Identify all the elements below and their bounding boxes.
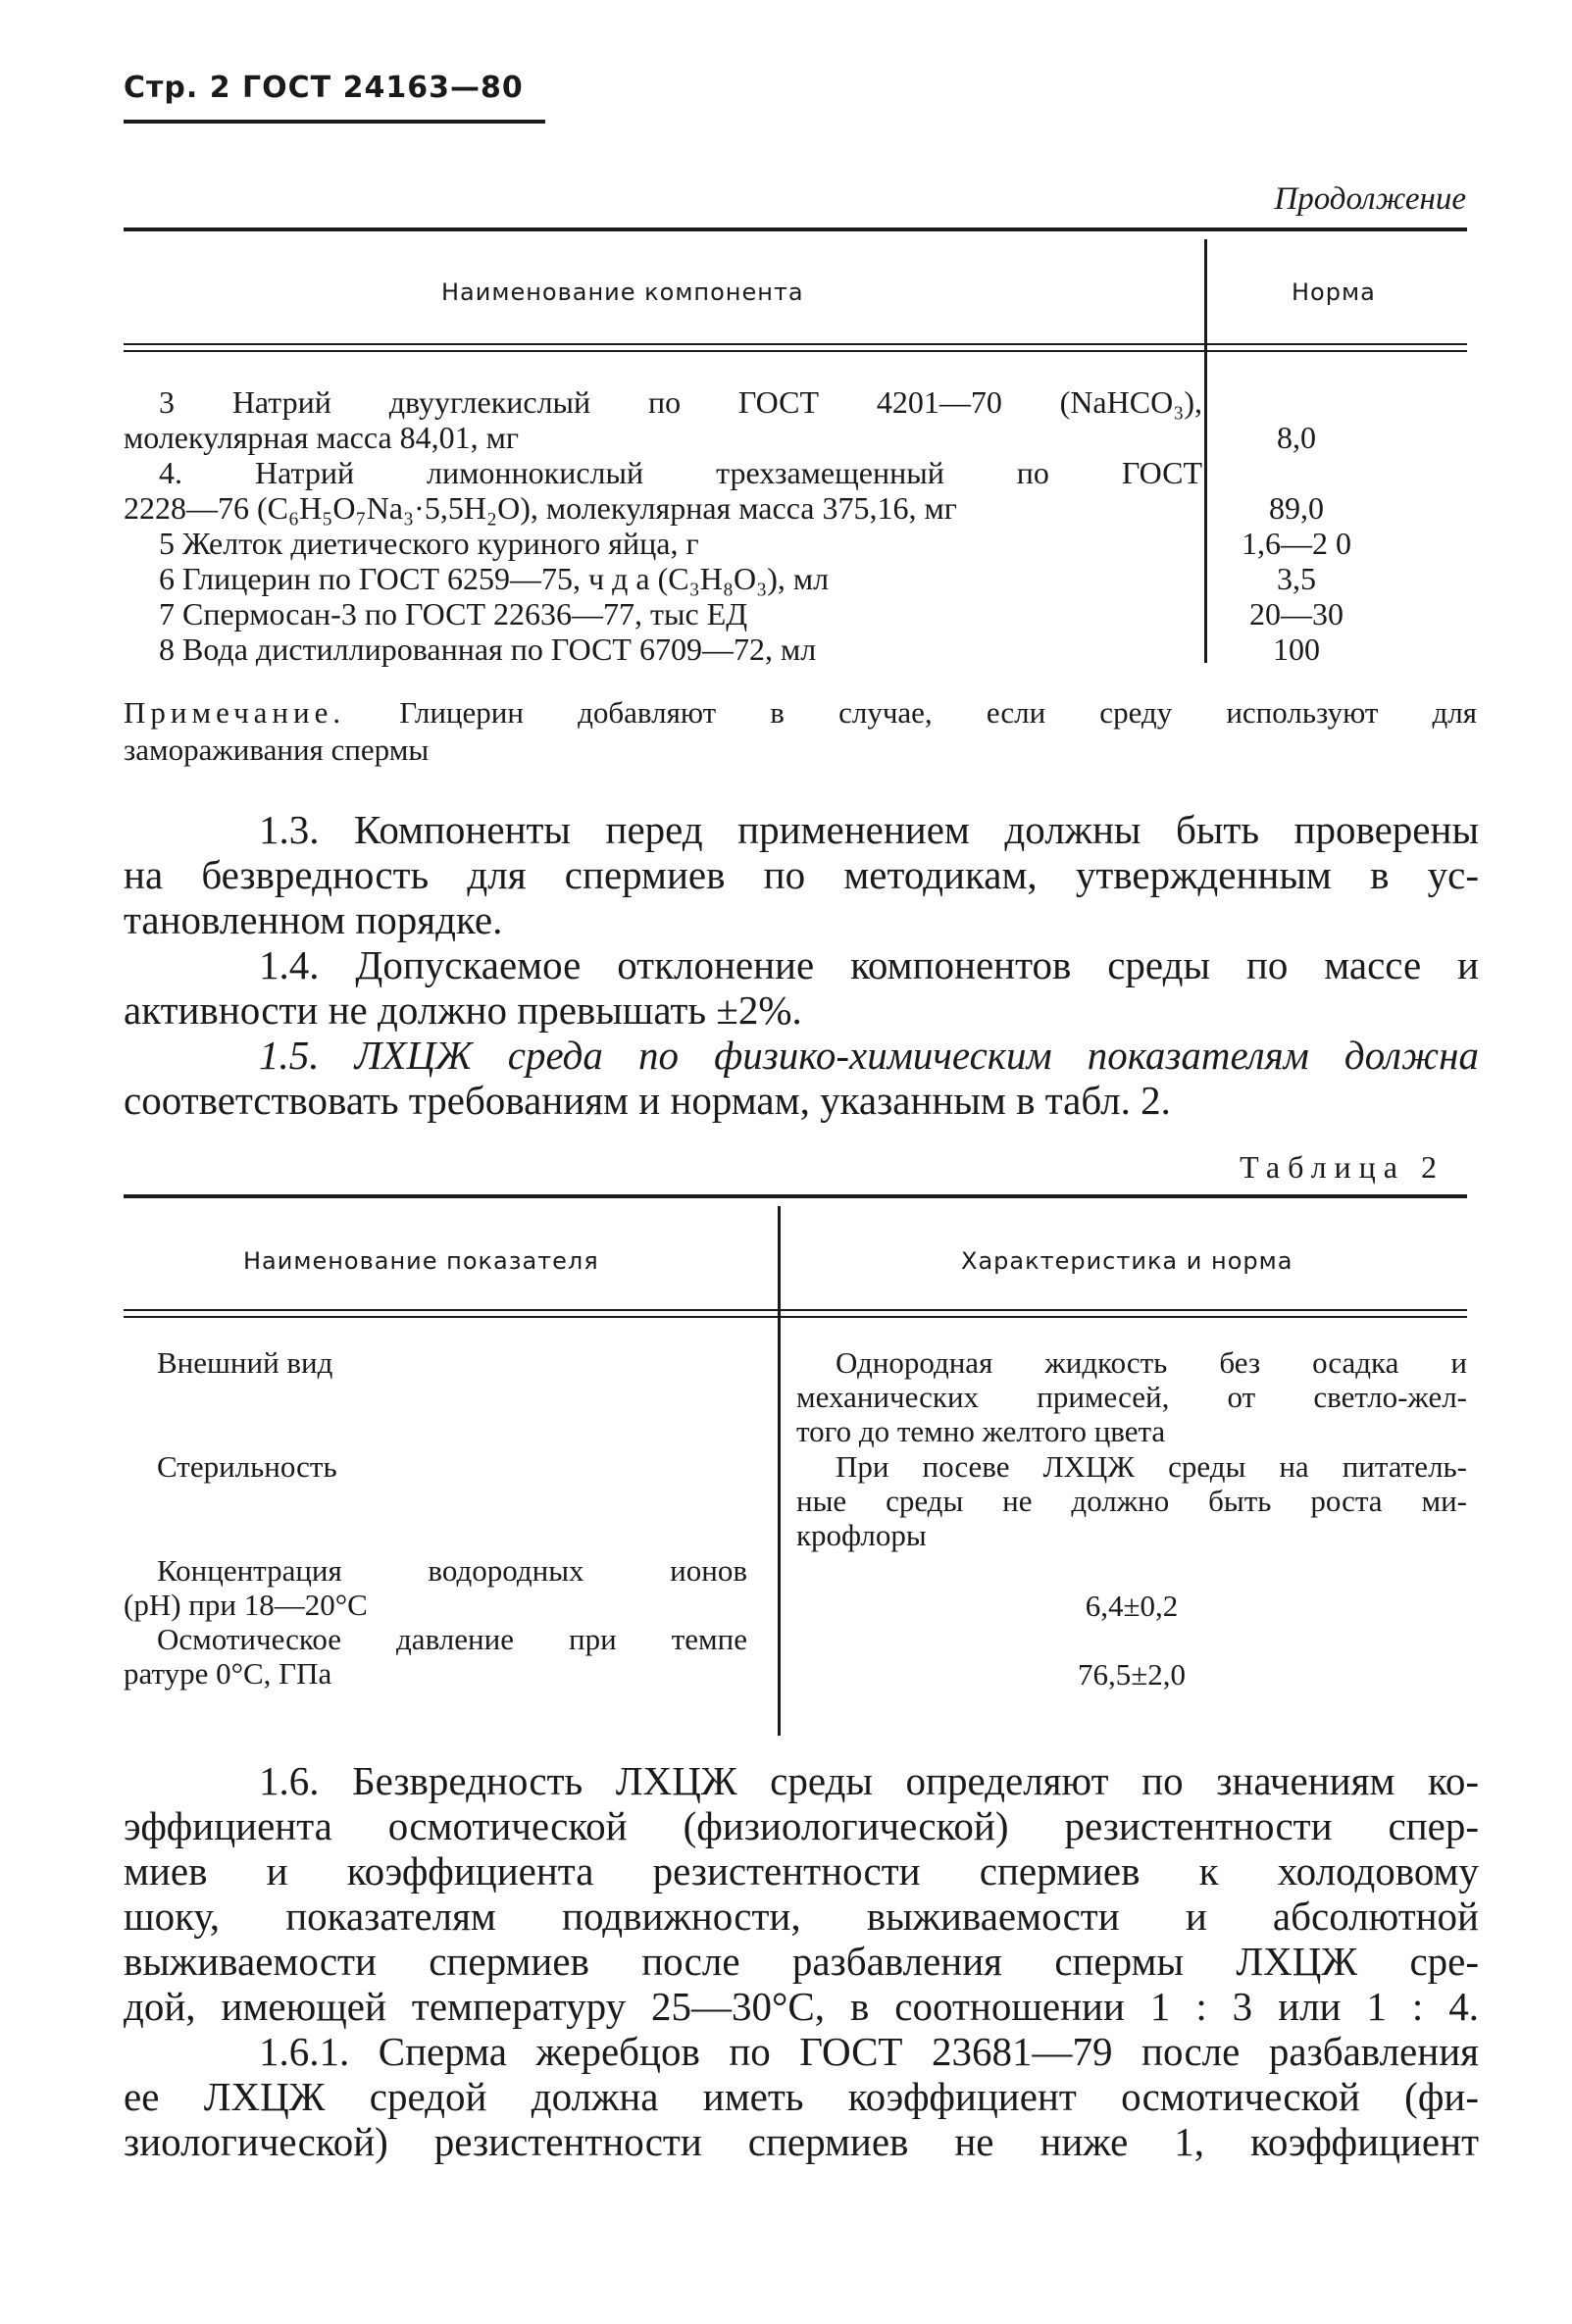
table1-column-divider — [1204, 239, 1207, 663]
section-1-5-line-2: соответствовать требованиям и нормам, указанным в табл. 2. — [124, 1078, 1171, 1123]
section-1-6 — [124, 1758, 1479, 2029]
table2-row-3-name-line-2: (pH) при 18—20°C — [124, 1588, 368, 1622]
section-1-6-1 — [124, 2029, 1479, 2164]
table1-row-6-norm: 100 — [1273, 632, 1320, 667]
table2-row-3-value — [796, 1589, 1467, 1623]
section-1-6-1-line-3: зиологической) резистентности спермиев не ниже 1, коэффициент — [124, 2119, 1479, 2164]
table1-row-1-norm: 8,0 — [1277, 420, 1316, 455]
section-1-4-line-2: активности не должно превышать ±2%. — [124, 987, 802, 1033]
table2-row-1-value-line-2: механических примесей, от светло-жел- — [796, 1380, 1467, 1414]
table2-row-4-name-line-1: Осмотическое давление при темпе — [157, 1622, 747, 1656]
table1-header-rule — [124, 343, 1467, 352]
table2-row-1-value — [796, 1345, 1467, 1448]
section-1-6-1-line-2: ее ЛХЦЖ средой должна иметь коэффициент осмотической (фи- — [124, 2074, 1479, 2119]
table2-row-3-name — [124, 1553, 747, 1622]
section-1-6-line-1: 1.6. Безвредность ЛХЦЖ среды определяют по значениям ко- — [259, 1758, 1479, 1803]
section-1-6-1-line-1: 1.6.1. Сперма жеребцов по ГОСТ 23681—79 после разбавления — [259, 2029, 1479, 2074]
table1-continuation-label: Продолжение — [1274, 181, 1466, 217]
table2-row-2-value-line-1: При посеве ЛХЦЖ среды на питатель- — [836, 1449, 1467, 1484]
table2-row-1-name: Внешний вид — [157, 1345, 333, 1380]
table1-row-1-line-2: молекулярная масса 84,01, мг — [124, 420, 520, 455]
table1-row-3-norm: 1,6—2 0 — [1242, 526, 1351, 561]
table2-row-3-name-line-1: Концентрация водородных ионов — [157, 1553, 747, 1588]
section-1-3-line-3: тановленном порядке. — [124, 897, 503, 942]
section-1-6-line-2: эффициента осмотической (физиологической) резистентности спер- — [124, 1803, 1479, 1848]
table2-row-4-name-line-2: ратуре 0°C, ГПа — [124, 1656, 332, 1691]
table2-header-rule — [124, 1309, 1467, 1318]
table2-caption: Таблица 2 — [1240, 1149, 1445, 1185]
section-1-3-line-2: на безвредность для спермиев по методикам, утвержденным в ус- — [124, 852, 1479, 897]
note-label: Примечание. — [124, 695, 346, 730]
table1-row-6-line-1: 8 Вода дистиллированная по ГОСТ 6709—72, мл — [159, 632, 817, 667]
section-1-4 — [124, 942, 1479, 1033]
table2-row-3-value-line-1: 6,4±0,2 — [1085, 1589, 1179, 1623]
section-1-6-line-6: дой, имеющей температуру 25—30°C, в соотношении 1 : 3 или 1 : 4. — [124, 1984, 1479, 2029]
table1-row-2-line-1: 4. Натрий лимоннокислый трехзамещенный по ГОСТ — [159, 455, 1202, 490]
table1-row-2-line-2: 2228—76 (C₆H₅O₇Na₃·5,5H₂O), молекулярная масса 375,16, мг — [124, 490, 957, 526]
table1-body — [124, 384, 1202, 667]
table1-top-rule — [124, 227, 1467, 231]
section-1-6-line-5: выживаемости спермиев после разбавления спермы ЛХЦЖ сре- — [124, 1939, 1479, 1984]
table1-row-4-line-1: 6 Глицерин по ГОСТ 6259—75, ч д а (C₃H₈O₃), мл — [159, 561, 830, 596]
table2-row-2-name: Стерильность — [157, 1449, 337, 1484]
table1-row-3-line-1: 5 Желток диетического куриного яйца, г — [159, 526, 699, 561]
table2-row-1-value-line-3: того до темно желтого цвета — [796, 1414, 1166, 1448]
table1-note — [124, 694, 1477, 769]
table2-row-1-value-line-1: Однородная жидкость без осадка и — [836, 1345, 1467, 1380]
section-1-4-line-1: 1.4. Допускаемое отклонение компонентов среды по массе и — [259, 942, 1479, 987]
table1-header-norm: Норма — [1292, 278, 1376, 306]
section-1-3-line-1: 1.3. Компоненты перед применением должны быть проверены — [259, 807, 1479, 852]
table2-row-2-value — [796, 1449, 1467, 1552]
table1-row-5-line-1: 7 Спермосан-3 по ГОСТ 22636—77, тыс ЕД — [159, 596, 748, 632]
section-1-5 — [124, 1033, 1479, 1123]
table2-row-2-value-line-3: крофлоры — [796, 1518, 927, 1552]
table2-row-2-value-line-2: ные среды не должно быть роста ми- — [796, 1484, 1467, 1518]
page-header: Стр. 2 ГОСТ 24163—80 — [124, 71, 524, 105]
table1-norms — [1208, 384, 1385, 667]
section-1-6-line-3: миев и коэффициента резистентности спермиев к холодовому — [124, 1848, 1479, 1894]
table2-row-4-name — [124, 1622, 747, 1691]
table1-header-name: Наименование компонента — [441, 278, 804, 306]
section-1-5-line-1: 1.5. ЛХЦЖ среда по физико-химическим показателям должна — [259, 1033, 1479, 1078]
note-line-2: замораживания спермы — [124, 733, 430, 767]
table2-header-name: Наименование показателя — [243, 1247, 599, 1275]
note-line-1: Глицерин добавляют в случае, если среду используют для — [399, 695, 1478, 730]
section-1-3 — [124, 807, 1479, 942]
table1-row-4-norm: 3,5 — [1277, 561, 1316, 596]
table2-row-4-value — [796, 1657, 1467, 1692]
table2-column-divider — [778, 1206, 781, 1736]
table2-header-norm: Характеристика и норма — [961, 1247, 1293, 1275]
table2-row-4-value-line-1: 76,5±2,0 — [1077, 1657, 1186, 1692]
table2-top-rule — [124, 1194, 1467, 1198]
section-1-6-line-4: шоку, показателям подвижности, выживаемости и абсолютной — [124, 1894, 1479, 1939]
header-rule — [124, 120, 545, 124]
table1-row-5-norm: 20—30 — [1249, 596, 1344, 632]
table1-row-2-norm: 89,0 — [1269, 490, 1324, 526]
table1-row-1-line-1: 3 Натрий двууглекислый по ГОСТ 4201—70 (NaHCO₃), — [159, 384, 1202, 420]
